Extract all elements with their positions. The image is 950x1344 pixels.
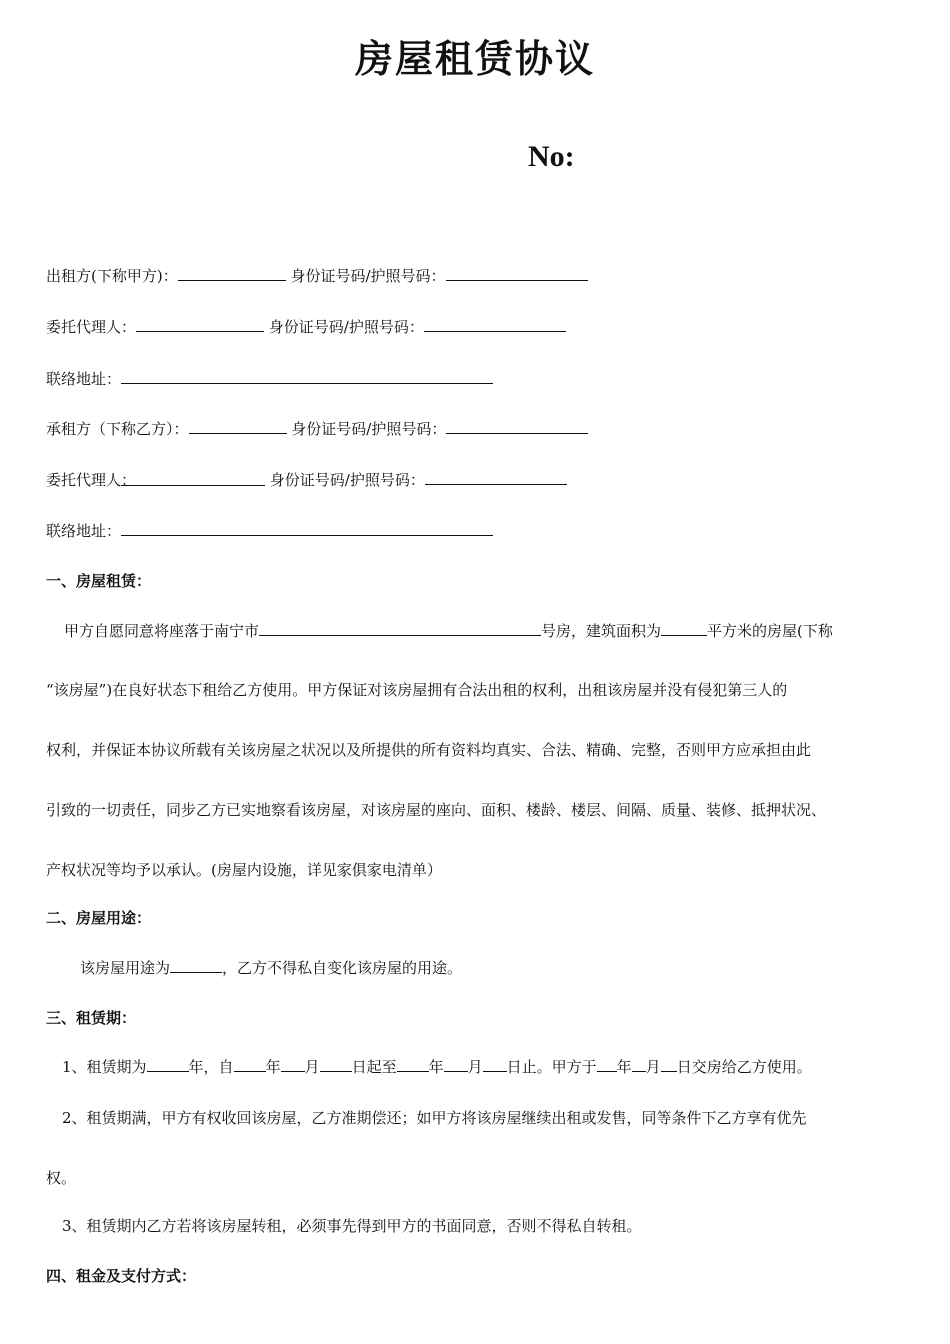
section-1-para-line-2: “该房屋”)在良好状态下租给乙方使用。甲方保证对该房屋拥有合法出租的权利，出租该房屋并没有侵犯第三人的 — [46, 681, 788, 699]
term-text-4: 月 — [304, 1058, 320, 1076]
lessor-agent-id-label: 身份证号码/护照号码： — [268, 318, 424, 336]
term-text-5: 日起至 — [351, 1058, 397, 1076]
lessee-address-label: 联络地址： — [46, 522, 122, 540]
start-day-blank[interactable] — [320, 1056, 352, 1072]
lessee-address-line — [46, 520, 493, 541]
term-text-10: 月 — [645, 1058, 661, 1076]
term-text-6: 年 — [428, 1058, 444, 1076]
lessor-address-label: 联络地址： — [46, 370, 122, 388]
lessor-address-line — [46, 368, 493, 389]
lessor-line — [46, 265, 588, 286]
section-3-item-2: 2、租赁期满，甲方有权收回该房屋，乙方准期偿还；如甲方将该房屋继续出租或发售，同等条件下乙方享有优先 — [62, 1109, 807, 1127]
handover-year-blank[interactable] — [597, 1056, 617, 1072]
term-text-8: 日止。甲方于 — [506, 1058, 597, 1076]
handover-month-blank[interactable] — [632, 1056, 646, 1072]
section-3-heading: 三、租赁期： — [46, 1009, 137, 1027]
lessee-agent-blank[interactable] — [121, 470, 265, 489]
end-day-blank[interactable] — [483, 1056, 507, 1072]
lessee-address-blank[interactable] — [121, 520, 493, 536]
term-text-7: 月 — [467, 1058, 483, 1076]
address-blank[interactable] — [259, 620, 541, 636]
section-1-para-line-1 — [64, 620, 833, 641]
section-2-heading: 二、房屋用途： — [46, 909, 152, 927]
section-4-heading: 四、租金及支付方式： — [46, 1267, 197, 1285]
section-1-para-line-4: 引致的一切责任，同步乙方已实地察看该房屋，对该房屋的座向、面积、楼龄、楼层、间隔、质量、装修、抵押状况、 — [46, 801, 827, 819]
term-text-1: 1、租赁期为 — [62, 1058, 147, 1076]
area-blank[interactable] — [661, 620, 707, 636]
lessee-name-blank[interactable] — [189, 418, 287, 434]
lessor-agent-line — [46, 316, 566, 337]
document-number-label: No: — [528, 140, 575, 173]
s2-text-a: 该房屋用途为 — [80, 959, 171, 977]
start-year-blank[interactable] — [234, 1056, 266, 1072]
s1-text-a: 甲方自愿同意将座落于南宁市 — [64, 622, 260, 640]
lessor-id-label: 身份证号码/护照号码： — [290, 267, 446, 285]
lessee-agent-label: 委托代理人 — [46, 471, 122, 489]
section-3-item-1 — [62, 1056, 812, 1077]
s2-text-b: ，乙方不得私自变化该房屋的用途。 — [222, 959, 463, 977]
lessee-agent-id-blank[interactable] — [425, 469, 567, 485]
document-title: 房屋租赁协议 — [354, 37, 595, 81]
lessor-address-blank[interactable] — [121, 368, 493, 384]
s1-text-b: 号房，建筑面积为 — [541, 622, 662, 640]
section-3-item-3: 3、租赁期内乙方若将该房屋转租，必须事先得到甲方的书面同意，否则不得私自转租。 — [62, 1217, 642, 1235]
end-year-blank[interactable] — [397, 1056, 429, 1072]
lessee-agent-colon: ： — [121, 471, 137, 489]
handover-day-blank[interactable] — [661, 1056, 677, 1072]
term-text-3: 年 — [265, 1058, 281, 1076]
section-1-para-line-3: 权利，并保证本协议所载有关该房屋之状况以及所提供的所有资料均真实、合法、精确、完整，否则甲方应承担由此 — [46, 741, 812, 759]
lessor-name-blank[interactable] — [178, 265, 286, 281]
lessor-label: 出租方(下称甲方)： — [46, 267, 178, 285]
lessee-agent-id-label: 身份证号码/护照号码： — [269, 471, 425, 489]
lessee-line — [46, 418, 588, 439]
lessee-id-blank[interactable] — [446, 418, 588, 434]
lessee-label: 承租方（下称乙方）： — [46, 420, 189, 438]
term-text-2: 年，自 — [188, 1058, 234, 1076]
lessor-agent-id-blank[interactable] — [424, 316, 566, 332]
section-1-para-line-5: 产权状况等均予以承认。(房屋内设施，详见家俱家电清单） — [46, 861, 442, 879]
lessee-agent-line — [46, 469, 567, 490]
lessee-id-label: 身份证号码/护照号码： — [291, 420, 447, 438]
end-month-blank[interactable] — [444, 1056, 468, 1072]
start-month-blank[interactable] — [281, 1056, 305, 1072]
section-1-heading: 一、房屋租赁： — [46, 572, 152, 590]
lessor-agent-blank[interactable] — [136, 316, 264, 332]
s1-text-c: 平方米的房屋(下称 — [707, 622, 833, 640]
term-text-9: 年 — [616, 1058, 632, 1076]
section-2-para — [80, 957, 462, 978]
term-years-blank[interactable] — [147, 1056, 189, 1072]
lessor-agent-label: 委托代理人： — [46, 318, 137, 336]
term-text-11: 日交房给乙方使用。 — [676, 1058, 812, 1076]
usage-blank[interactable] — [170, 957, 222, 973]
lessor-id-blank[interactable] — [446, 265, 588, 281]
section-3-item-2-cont: 权。 — [46, 1169, 77, 1187]
